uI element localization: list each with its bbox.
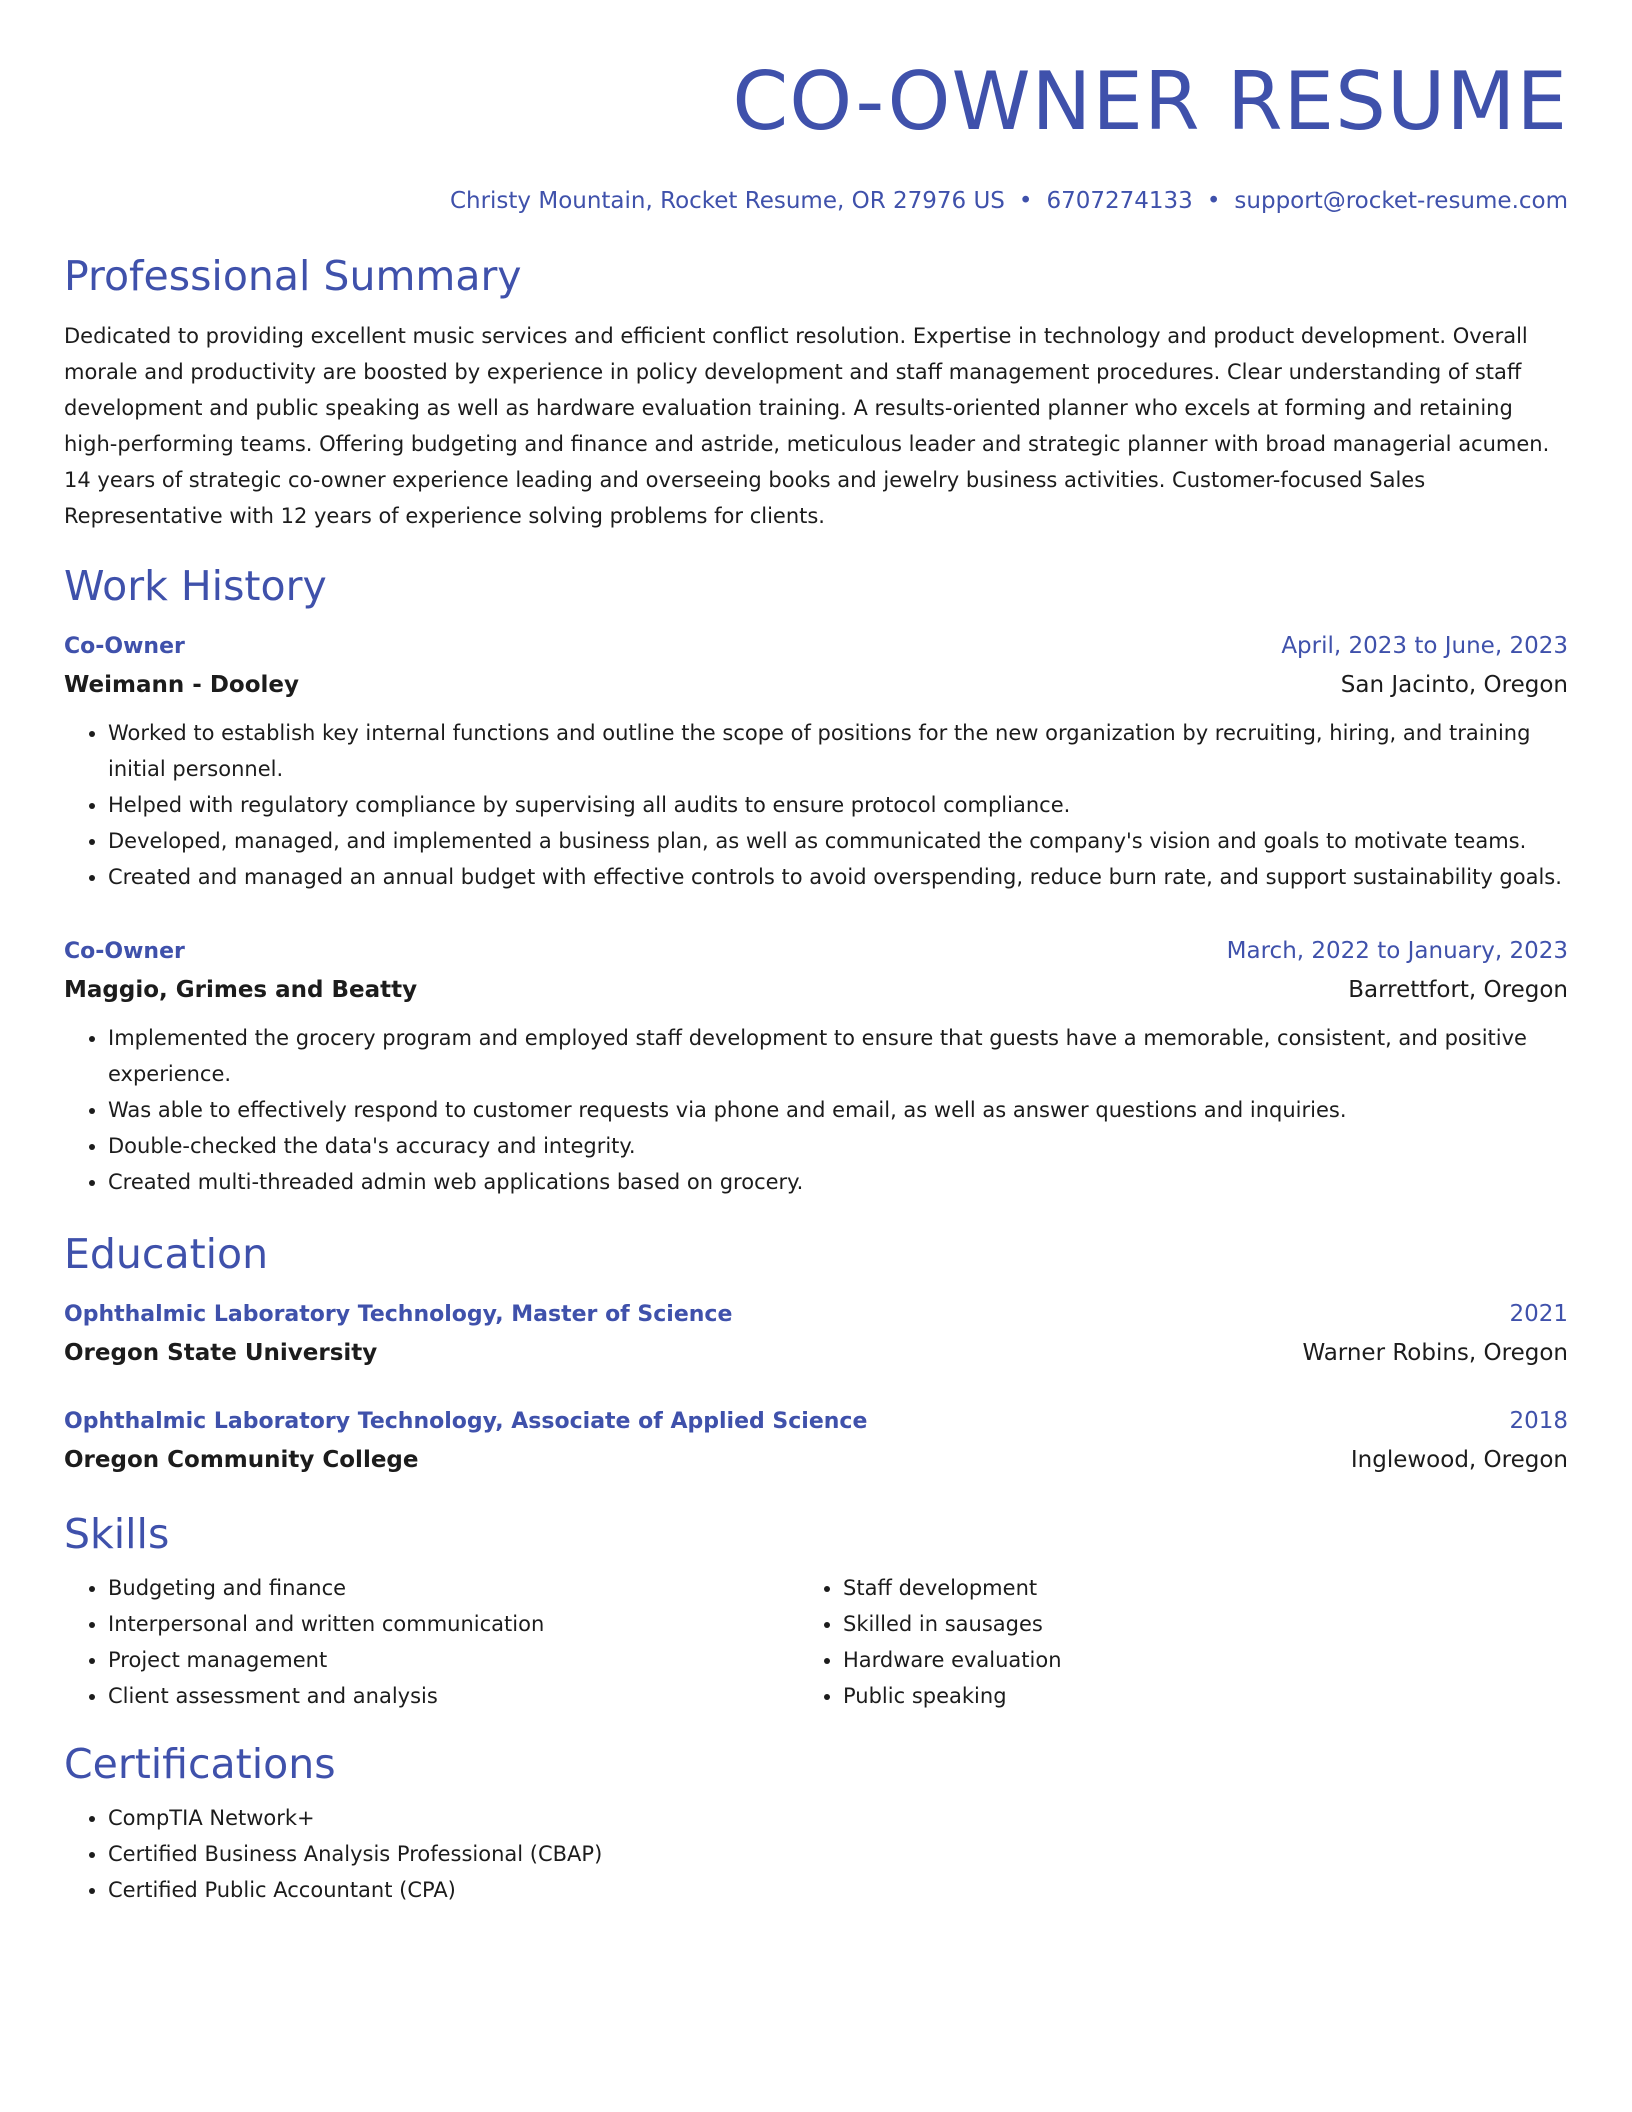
education-degree: Ophthalmic Laboratory Technology, Associate of Applied Science [64,1409,868,1434]
certification-item: • Certified Public Accountant (CPA) [108,1872,1568,1908]
contact-address: Christy Mountain, Rocket Resume, OR 27976 US [449,188,1005,214]
skill-item: • Budgeting and finance [108,1570,799,1606]
skills-heading: Skills [64,1510,170,1558]
job-bullet: • Was able to effectively respond to customer requests via phone and email, as well as answer questions and inquiries. [108,1092,1568,1128]
job-dates: April, 2023 to June, 2023 [1281,633,1568,659]
skill-item: • Skilled in sausages [843,1606,1534,1642]
job-bullet: • Implemented the grocery program and employed staff development to ensure that guests have a memorable, consistent, and positive experience. [108,1020,1568,1092]
job-bullet: • Developed, managed, and implemented a business plan, as well as communicated the company's vision and goals to motivate teams. [108,823,1568,859]
job-company: Weimann - Dooley [64,672,299,698]
education-entry [64,1296,1568,1373]
job-location: Barrettfort, Oregon [1348,977,1568,1003]
education-entry [64,1403,1568,1480]
skill-item: • Interpersonal and written communication [108,1606,799,1642]
certifications-section [64,1738,1568,1908]
summary-heading: Professional Summary [64,252,522,300]
contact-separator: • [1018,188,1033,214]
job-role: Co-Owner [64,634,185,659]
skills-list-right [799,1570,1534,1714]
skills-grid [64,1570,1568,1714]
skill-item: • Project management [108,1642,799,1678]
job-location: San Jacinto, Oregon [1340,672,1568,698]
job-bullet: • Double-checked the data's accuracy and integrity. [108,1128,1568,1164]
education-degree: Ophthalmic Laboratory Technology, Master of Science [64,1302,733,1327]
job-bullet: • Created and managed an annual budget with effective controls to avoid overspending, reduce burn rate, and support sustainability goals. [108,859,1568,895]
job-bullet: • Created multi-threaded admin web applications based on grocery. [108,1164,1568,1200]
education-location: Warner Robins, Oregon [1302,1340,1568,1366]
certification-item: • Certified Business Analysis Professional (CBAP) [108,1836,1568,1872]
skills-list-left [64,1570,799,1714]
resume-header [64,54,1568,216]
job-bullets [64,1020,1568,1200]
contact-line [64,186,1568,216]
certifications-list [64,1800,1568,1908]
job-entry [64,628,1568,895]
skill-item: • Staff development [843,1570,1534,1606]
skills-section [64,1508,1568,1714]
work-history-heading: Work History [64,562,327,610]
resume-title: CO-OWNER RESUME [732,55,1568,148]
certifications-heading: Certifications [64,1740,336,1788]
certification-item: • CompTIA Network+ [108,1800,1568,1836]
contact-phone: 6707274133 [1046,188,1193,214]
education-section [64,1228,1568,1480]
work-history-section [64,560,1568,1200]
education-heading: Education [64,1230,269,1278]
job-role: Co-Owner [64,939,185,964]
contact-separator: • [1206,188,1221,214]
education-year: 2021 [1509,1301,1568,1327]
skill-item: • Public speaking [843,1678,1534,1714]
education-school: Oregon State University [64,1340,378,1366]
skill-item: • Client assessment and analysis [108,1678,799,1714]
skill-item: • Hardware evaluation [843,1642,1534,1678]
job-dates: March, 2022 to January, 2023 [1226,938,1568,964]
job-entry [64,933,1568,1200]
job-company: Maggio, Grimes and Beatty [64,977,418,1003]
summary-paragraph: Dedicated to providing excellent music services and efficient conflict resolution. Expertise in technology and product development. Overall morale and productivity are boosted by experience in policy development and staff management procedures. Clear understanding of staff development and public speaking as well as hardware evaluation training. A results-oriented planner who excels at forming and retaining high-performing teams. Offering budgeting and finance and astride, meticulous leader and strategic planner with broad managerial acumen. 14 years of strategic co-owner experience leading and overseeing books and jewelry business activities. Customer-focused Sales Representative with 12 years of experience solving problems for clients. [64,324,1550,528]
education-location: Inglewood, Oregon [1350,1447,1568,1473]
job-bullet: • Worked to establish key internal functions and outline the scope of positions for the new organization by recruiting, hiring, and training initial personnel. [108,715,1568,787]
education-year: 2018 [1509,1408,1568,1434]
summary-section [64,250,1568,534]
education-school: Oregon Community College [64,1447,419,1473]
job-bullets [64,715,1568,895]
contact-email[interactable]: support@rocket-resume.com [1234,188,1568,214]
job-bullet: • Helped with regulatory compliance by supervising all audits to ensure protocol compliance. [108,787,1568,823]
